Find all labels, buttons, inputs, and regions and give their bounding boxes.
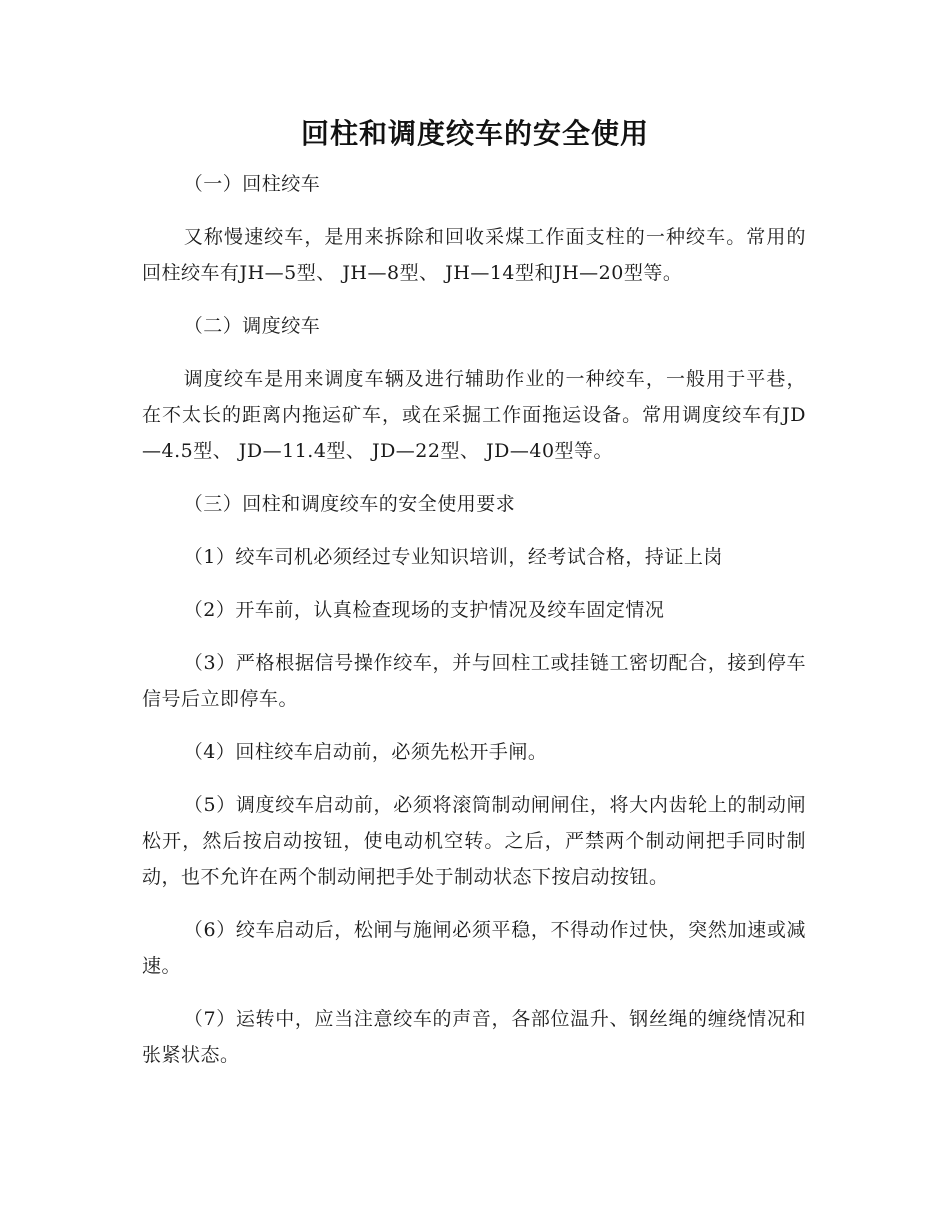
document-title: 回柱和调度绞车的安全使用 [300, 117, 649, 150]
section-heading-dispatch-winch: （二）调度绞车 [183, 315, 321, 337]
requirement-item-5: （5）调度绞车启动前，必须将滚筒制动闸闸住，将大内齿轮上的制动闸松开，然后按启动按钮，使电动机空转。之后，严禁两个制动闸把手同时制动，也不允许在两个制动闸把手处于制动状态下按启动按钮。 [142, 794, 806, 888]
requirement-item-4: （4）回柱绞车启动前，必须先松开手闸。 [183, 741, 548, 763]
requirement-item-7: （7）运转中，应当注意绞车的声音，各部位温升、钢丝绳的缠绕情况和张紧状态。 [142, 1008, 806, 1066]
requirement-item-2: （2）开车前，认真检查现场的支护情况及绞车固定情况 [183, 599, 665, 621]
requirement-item-1: （1）绞车司机必须经过专业知识培训，经考试合格，持证上岗 [183, 546, 723, 568]
paragraph-retrieval-winch-description: 又称慢速绞车，是用来拆除和回收采煤工作面支柱的一种绞车。常用的回柱绞车有JH—5型、 JH—8型、 JH—14型和JH—20型等。 [142, 226, 806, 284]
section-heading-safety-requirements: （三）回柱和调度绞车的安全使用要求 [183, 493, 516, 515]
document-body [142, 166, 806, 1090]
requirement-item-3: （3）严格根据信号操作绞车，并与回柱工或挂链工密切配合，接到停车信号后立即停车。 [142, 652, 806, 710]
requirement-item-6: （6）绞车启动后，松闸与施闸必须平稳，不得动作过快，突然加速或减速。 [142, 919, 806, 977]
section-heading-winch-retrieval: （一）回柱绞车 [183, 173, 321, 195]
paragraph-dispatch-winch-description: 调度绞车是用来调度车辆及进行辅助作业的一种绞车，一般用于平巷，在不太长的距离内拖运矿车，或在采掘工作面拖运设备。常用调度绞车有JD—4.5型、 JD—11.4型、 JD—22型、 JD—40型等。 [142, 368, 806, 462]
